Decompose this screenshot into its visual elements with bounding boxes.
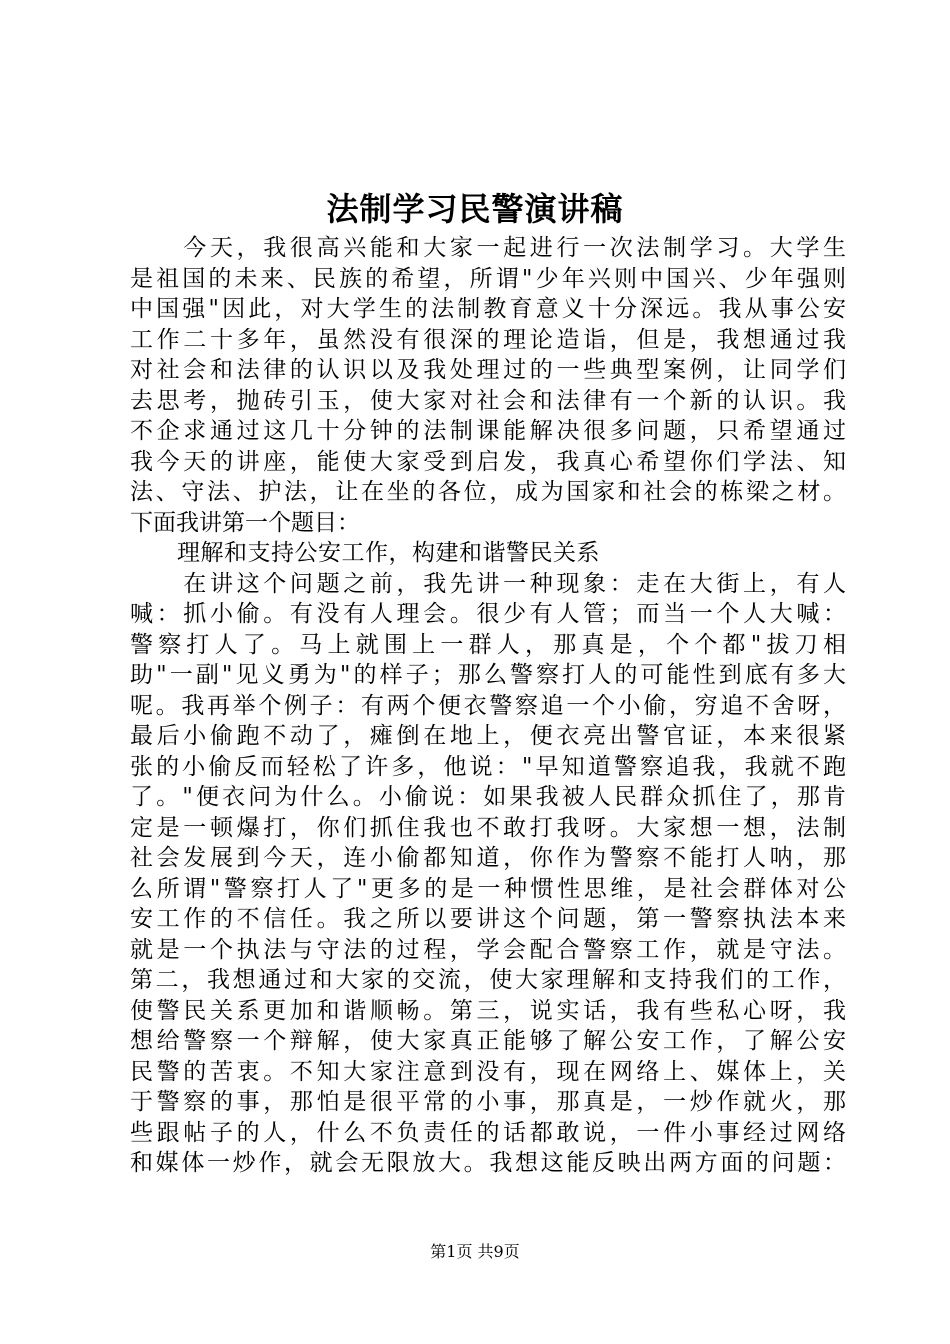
body-line: 助"一副"见义勇为"的样子；那么警察打人的可能性到底有多大 — [130, 662, 846, 688]
body-line: 定是一顿爆打，你们抓住我也不敢打我呀。大家想一想，法制 — [130, 814, 846, 841]
body-line: 工作二十多年，虽然没有很深的理论造诣，但是，我想通过我 — [130, 326, 846, 353]
section-heading: 理解和支持公安工作，构建和谐警民关系 — [130, 540, 600, 566]
body-line: 和媒体一炒作，就会无限放大。我想这能反映出两方面的问题： — [130, 1150, 846, 1176]
body-line: 不企求通过这几十分钟的法制课能解决很多问题，只希望通过 — [130, 418, 846, 444]
body-line: 对社会和法律的认识以及我处理过的一些典型案例，让同学们 — [130, 357, 846, 383]
body-line: 民警的苦衷。不知大家注意到没有，现在网络上、媒体上，关 — [130, 1058, 846, 1085]
body-line: 是祖国的未来、民族的希望，所谓"少年兴则中国兴、少年强则 — [130, 265, 846, 292]
body-line: 法、守法、护法，让在坐的各位，成为国家和社会的栋梁之材。 — [130, 479, 846, 505]
body-line: 张的小偷反而轻松了许多，他说："早知道警察追我，我就不跑 — [130, 753, 846, 780]
body-line: 使警民关系更加和谐顺畅。第三，说实话，我有些私心呀，我 — [130, 997, 846, 1024]
body-line: 第二，我想通过和大家的交流，使大家理解和支持我们的工作， — [130, 967, 846, 993]
body-line: 今天，我很高兴能和大家一起进行一次法制学习。大学生 — [130, 235, 846, 261]
body-line: 于警察的事，那怕是很平常的小事，那真是，一炒作就火，那 — [130, 1089, 846, 1115]
body-line: 警察打人了。马上就围上一群人，那真是，个个都"拔刀相 — [130, 631, 846, 658]
body-line: 了。"便衣问为什么。小偷说：如果我被人民群众抓住了，那肯 — [130, 784, 846, 810]
body-line: 下面我讲第一个题目： — [130, 509, 360, 536]
body-line: 么所谓"警察打人了"更多的是一种惯性思维，是社会群体对公 — [130, 875, 846, 902]
body-line: 社会发展到今天，连小偷都知道，你作为警察不能打人呐，那 — [130, 845, 846, 871]
page-number: 第1页 共9页 — [430, 1242, 520, 1261]
body-line: 想给警察一个辩解，使大家真正能够了解公安工作，了解公安 — [130, 1028, 846, 1054]
body-line: 就是一个执法与守法的过程，学会配合警察工作，就是守法。 — [130, 936, 846, 963]
body-line: 些跟帖子的人，什么不负责任的话都敢说，一件小事经过网络 — [130, 1119, 846, 1146]
document-body — [130, 233, 846, 1179]
body-line: 在讲这个问题之前，我先讲一种现象：走在大街上，有人 — [130, 570, 846, 597]
document-title: 法制学习民警演讲稿 — [326, 190, 624, 228]
body-line: 我今天的讲座，能使大家受到启发，我真心希望你们学法、知 — [130, 448, 846, 475]
body-line: 最后小偷跑不动了，瘫倒在地上，便衣亮出警官证，本来很紧 — [130, 723, 846, 749]
body-line: 中国强"因此，对大学生的法制教育意义十分深远。我从事公安 — [130, 296, 846, 322]
body-line: 呢。我再举个例子：有两个便衣警察追一个小偷，穷追不舍呀， — [130, 692, 846, 719]
body-line: 去思考，抛砖引玉，使大家对社会和法律有一个新的认识。我 — [130, 387, 846, 414]
body-line: 安工作的不信任。我之所以要讲这个问题，第一警察执法本来 — [130, 906, 846, 932]
body-line: 喊：抓小偷。有没有人理会。很少有人管；而当一个人大喊： — [130, 601, 846, 627]
